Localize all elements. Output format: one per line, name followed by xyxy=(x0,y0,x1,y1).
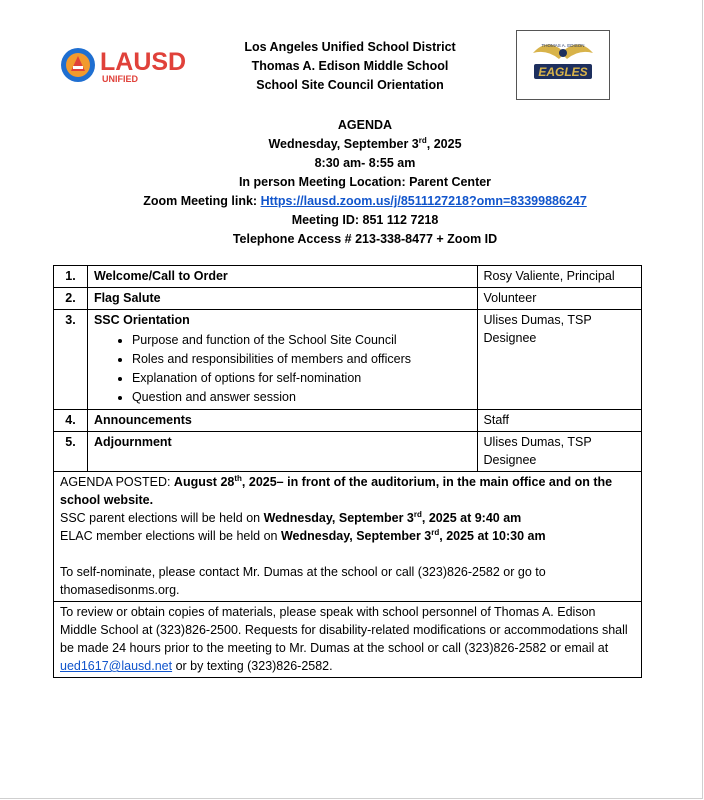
self-nominate: To self-nominate, please contact Mr. Dumas at the school or call (323)826-2582 or go to thomasedisonms.org. xyxy=(60,565,546,597)
item-title: Welcome/Call to Order xyxy=(87,266,477,288)
item-title: Announcements xyxy=(87,410,477,432)
agenda-table xyxy=(53,265,642,678)
document-header xyxy=(230,38,470,95)
district-name: Los Angeles Unified School District xyxy=(244,40,456,54)
list-item: • Question and answer session xyxy=(132,388,471,407)
lausd-seal-bar xyxy=(73,66,83,69)
zoom-link[interactable]: Https://lausd.zoom.us/j/8511127218?omn=83399886247 xyxy=(260,194,587,208)
eagles-wordmark: EAGLES xyxy=(538,65,588,79)
spacer xyxy=(60,545,635,563)
list-item: • Explanation of options for self-nomination xyxy=(132,369,471,388)
elac-elections: ELAC member elections will be held on Wednesday, September 3rd, 2025 at 10:30 am xyxy=(60,527,546,543)
table-row xyxy=(54,288,642,310)
agenda-title: AGENDA xyxy=(337,118,393,132)
list-item: • Roles and responsibilities of members and officers xyxy=(132,350,471,369)
zoom-line: Zoom Meeting link: Https://lausd.zoom.us/j/8511127218?omn=83399886247 xyxy=(143,194,587,208)
meeting-time: 8:30 am- 8:55 am xyxy=(314,156,416,170)
notes-cell xyxy=(54,472,642,602)
item-presenter: Rosy Valiente, Principal xyxy=(477,266,641,288)
lausd-unified: UNIFIED xyxy=(102,74,138,84)
school-name: Thomas A. Edison Middle School xyxy=(251,59,449,73)
item-number: 3. xyxy=(54,310,88,410)
item-title: Adjournment xyxy=(87,432,477,472)
item-number: 1. xyxy=(54,266,88,288)
table-row xyxy=(54,310,642,410)
item-number: 2. xyxy=(54,288,88,310)
eagles-logo-box xyxy=(516,30,610,100)
table-row xyxy=(54,410,642,432)
item-title: Flag Salute xyxy=(87,288,477,310)
meeting-location: In person Meeting Location: Parent Center xyxy=(238,175,492,189)
agenda-posted: AGENDA POSTED: August 28th, 2025– in front of the auditorium, in the main office and on the school website. xyxy=(60,473,613,507)
orientation-bullets xyxy=(94,331,471,407)
eagles-arc-text: THOMAS A. EDISON xyxy=(541,43,585,48)
agenda-info xyxy=(60,116,670,249)
item-number: 5. xyxy=(54,432,88,472)
lausd-wordmark: LAUSD xyxy=(100,48,187,76)
item-number: 4. xyxy=(54,410,88,432)
list-item: • Purpose and function of the School Site Council xyxy=(132,331,471,350)
lausd-logo xyxy=(58,44,218,86)
table-row xyxy=(54,266,642,288)
meeting-date: Wednesday, September 3rd, 2025 xyxy=(268,135,462,151)
ssc-elections: SSC parent elections will be held on Wednesday, September 3rd, 2025 at 9:40 am xyxy=(60,509,522,525)
email-link[interactable]: ued1617@lausd.net xyxy=(60,659,173,673)
item-title-with-bullets xyxy=(87,310,477,410)
eagle-head xyxy=(559,49,567,57)
item-presenter: Ulises Dumas, TSP Designee xyxy=(477,432,641,472)
meeting-id: Meeting ID: 851 112 7218 xyxy=(291,213,439,227)
item-presenter: Staff xyxy=(477,410,641,432)
meeting-name: School Site Council Orientation xyxy=(256,78,444,92)
notes-row xyxy=(54,472,642,602)
item-title: SSC Orientation xyxy=(93,313,190,327)
item-presenter: Volunteer xyxy=(477,288,641,310)
table-row xyxy=(54,432,642,472)
item-presenter: Ulises Dumas, TSP Designee xyxy=(477,310,641,410)
eagles-logo xyxy=(517,31,609,99)
footer-cell: To review or obtain copies of materials, please speak with school personnel of Thomas A. Edison Middle School at (323)826-2500. Requests for disability-related modifications or accommodations shall be made 24 hours prior to the meeting to Mr. Dumas at the school or call (323)826-2582 or email at ued1617@lausd.net or by texting (323)826-2582. xyxy=(54,602,642,678)
footer-row xyxy=(54,602,642,678)
telephone-access: Telephone Access # 213-338-8477 + Zoom ID xyxy=(232,232,498,246)
